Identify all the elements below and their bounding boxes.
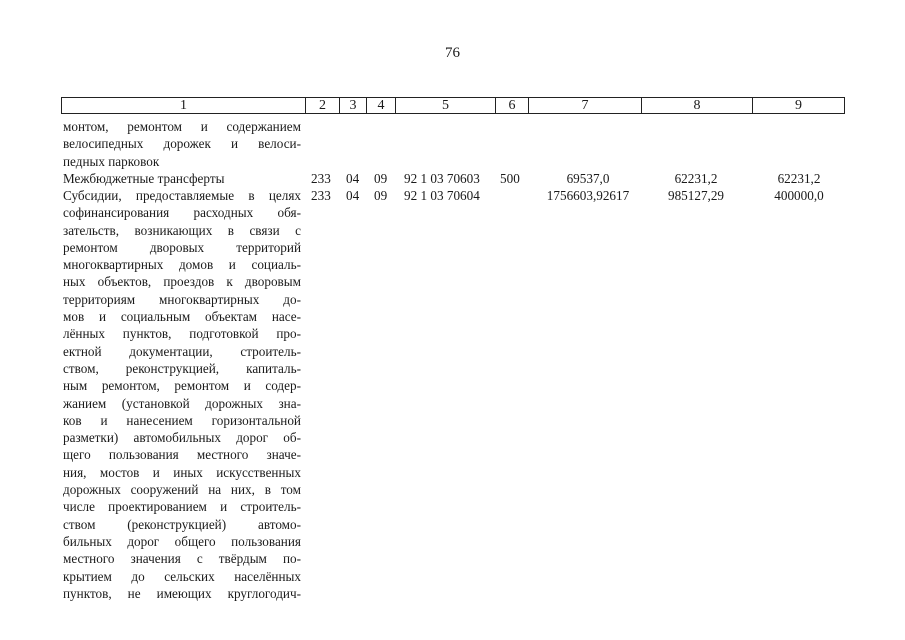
header-col-9: 9 (795, 98, 802, 113)
row-name-line: Межбюджетные трансферты (63, 171, 225, 186)
row-name-line: разметки) автомобильных дорог об- (63, 430, 301, 446)
row-name-line: зательств, возникающих в связи с (63, 222, 301, 238)
row-2-sum-2: 985127,29 (667, 188, 725, 203)
row-2-name (63, 187, 301, 602)
row-name-line: крытием до сельских населённых (63, 568, 301, 584)
row-2-pr: 09 (374, 188, 388, 203)
row-name-line: жанием (установкой дорожных зна- (63, 395, 301, 411)
row-1-ved: 233 (311, 171, 331, 186)
row-name-line: дорожных сооружений на них, в том (63, 482, 301, 498)
page-number: 76 (445, 45, 460, 61)
row-name-line: территориям многоквартирных до- (63, 291, 301, 307)
header-col-2: 2 (306, 98, 340, 113)
row-name-line: многоквартирных домов и социаль- (63, 257, 301, 273)
header-col-6: 6 (496, 98, 529, 113)
header-col-7: 7 (529, 98, 642, 113)
row-name-line: Субсидии, предоставляемые в целях (63, 188, 301, 203)
row-name-line: ством, реконструкцией, капиталь- (63, 360, 301, 376)
row-name-line: числе проектированием и строитель- (63, 499, 301, 515)
table-header-row (61, 97, 845, 114)
row-1-rz: 04 (346, 171, 360, 186)
row-2-csr: 92 1 03 70604 (404, 188, 480, 203)
row-name-line: лённых пунктов, подготовкой про- (63, 326, 301, 342)
row-name-line: ным ремонтом, ремонтом и содер- (63, 378, 301, 394)
row-name-line: софинансирования расходных обя- (63, 205, 301, 221)
row-1-name (63, 170, 301, 187)
row-2-sum-3: 400000,0 (774, 188, 824, 203)
row-1-sum-1: 69537,0 (566, 171, 610, 186)
row-1-csr: 92 1 03 70603 (404, 171, 480, 186)
row-name-line: пунктов, не имеющих круглогодич- (63, 585, 301, 601)
continuation-line: велосипедных дорожек и велоси- (63, 136, 301, 152)
row-name-line: бильных дорог общего пользования (63, 533, 301, 549)
row-name-line: ремонтом дворовых территорий (63, 239, 301, 255)
row-name-line: ством (реконструкцией) автомо- (63, 516, 301, 532)
row-name-line: щего пользования местного значе- (63, 447, 301, 463)
row-2-sum-1: 1756603,92617 (546, 188, 630, 203)
row-2-ved: 233 (311, 188, 331, 203)
header-col-8: 8 (642, 98, 753, 113)
header-col-5: 5 (396, 98, 496, 113)
header-col-4: 4 (367, 98, 396, 113)
continuation-line: педных парковок (63, 153, 160, 169)
continuation-text (63, 118, 301, 170)
row-2-rz: 04 (346, 188, 360, 203)
header-col-1: 1 (62, 98, 306, 113)
row-name-line: ектной документации, строитель- (63, 343, 301, 359)
row-1-vr: 500 (500, 171, 520, 186)
row-name-line: мов и социальным объектам насе- (63, 309, 301, 325)
row-1-pr: 09 (374, 171, 388, 186)
header-col-3: 3 (340, 98, 367, 113)
row-name-line: местного значения с твёрдым по- (63, 551, 301, 567)
row-1-sum-2: 62231,2 (674, 171, 718, 186)
row-name-line: ния, мостов и иных искусственных (63, 464, 301, 480)
continuation-line: монтом, ремонтом и содержанием (63, 119, 301, 134)
row-name-line: ков и нанесением горизонтальной (63, 412, 301, 428)
row-1-sum-3: 62231,2 (777, 171, 821, 186)
row-name-line: ных объектов, проездов к дворовым (63, 274, 301, 290)
